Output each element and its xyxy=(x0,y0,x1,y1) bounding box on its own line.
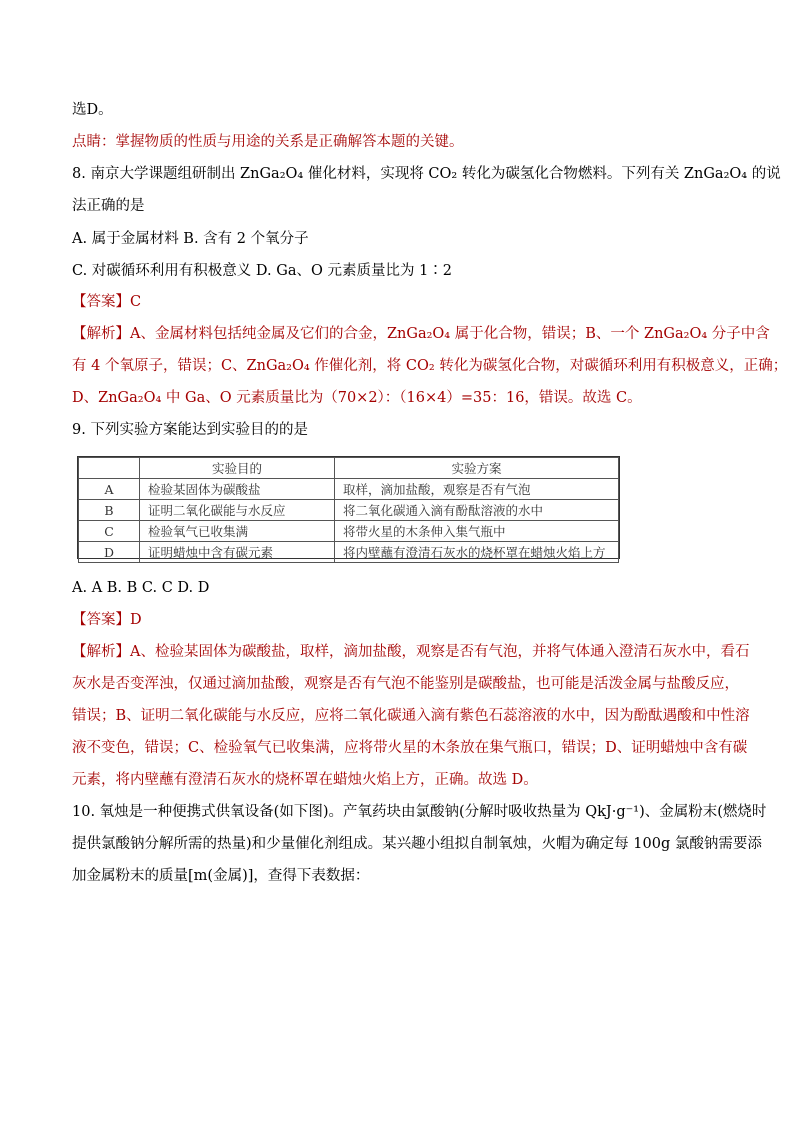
table-header-cell: 实验方案 xyxy=(335,458,619,479)
table-row xyxy=(79,500,619,521)
table-cell: 证明蜡烛中含有碳元素 xyxy=(140,542,335,563)
question-8-stem: 8. 南京大学课题组研制出 ZnGa₂O₄ 催化材料，实现将 CO₂ 转化为碳氢化合物燃料。下列有关 ZnGa₂O₄ 的说 xyxy=(72,166,781,182)
experiment-table xyxy=(77,456,620,559)
explanation-9-line1: 【解析】A、检验某固体为碳酸盐，取样，滴加盐酸，观察是否有气泡，并将气体通入澄清石灰水中，看石 xyxy=(72,644,750,660)
table-cell: 取样，滴加盐酸，观察是否有气泡 xyxy=(335,479,619,500)
explanation-9-line2: 灰水是否变浑浊，仅通过滴加盐酸，观察是否有气泡不能鉴别是碳酸盐，也可能是活泼金属与盐酸反应， xyxy=(72,676,739,692)
answer-9: 【答案】D xyxy=(72,612,142,628)
question-10-stem-line3: 加金属粉末的质量[m(金属)]，查得下表数据： xyxy=(72,868,370,884)
text-line: 选D。 xyxy=(72,102,113,118)
question-10-stem-line1: 10. 氧烛是一种便携式供氧设备(如下图)。产氧药块由氯酸钠(分解时吸收热量为 QkJ·g⁻¹)、金属粉末(燃烧时 xyxy=(72,804,767,820)
question-9-stem: 9. 下列实验方案能达到实验目的的是 xyxy=(72,422,308,438)
answer-8: 【答案】C xyxy=(72,294,142,310)
question-8-stem-cont: 法正确的是 xyxy=(72,198,145,214)
table-header-cell xyxy=(79,458,140,479)
table-header-cell: 实验目的 xyxy=(140,458,335,479)
table-cell: 检验氧气已收集满 xyxy=(140,521,335,542)
explanation-9-line3: 错误；B、证明二氧化碳能与水反应，应将二氧化碳通入滴有紫色石蕊溶液的水中，因为酚酞遇酸和中性溶 xyxy=(72,708,750,724)
explanation-9-line4: 液不变色，错误；C、检验氧气已收集满，应将带火星的木条放在集气瓶口，错误；D、证明蜡烛中含有碳 xyxy=(72,740,748,756)
table-row xyxy=(79,542,619,563)
table-cell: 证明二氧化碳能与水反应 xyxy=(140,500,335,521)
question-8-options-ab: A. 属于金属材料 B. 含有 2 个氧分子 xyxy=(72,231,309,247)
table-cell: A xyxy=(79,479,140,500)
table-row xyxy=(79,479,619,500)
question-9-options: A. A B. B C. C D. D xyxy=(72,580,210,596)
explanation-8-line1: 【解析】A、金属材料包括纯金属及它们的合金，ZnGa₂O₄ 属于化合物，错误；B、一个 ZnGa₂O₄ 分子中含 xyxy=(72,326,770,342)
explanation-9-line5: 元素，将内壁蘸有澄清石灰水的烧杯罩在蜡烛火焰上方，正确。故选 D。 xyxy=(72,772,538,788)
table-cell: 检验某固体为碳酸盐 xyxy=(140,479,335,500)
question-8-options-cd: C. 对碳循环利用有积极意义 D. Ga、O 元素质量比为 1∶2 xyxy=(72,263,453,279)
explanation-8-line3: D、ZnGa₂O₄ 中 Ga、O 元素质量比为（70×2）：（16×4）=35：16，错误。故选 C。 xyxy=(72,390,642,406)
question-10-stem-line2: 提供氯酸钠分解所需的热量)和少量催化剂组成。某兴趣小组拟自制氧烛，火帽为确定每 100g 氯酸钠需要添 xyxy=(72,836,762,852)
table-header-row xyxy=(79,458,619,479)
table-cell: 将二氧化碳通入滴有酚酞溶液的水中 xyxy=(335,500,619,521)
table-cell: 将带火星的木条伸入集气瓶中 xyxy=(335,521,619,542)
table-cell: 将内壁蘸有澄清石灰水的烧杯罩在蜡烛火焰上方 xyxy=(335,542,619,563)
table-row xyxy=(79,521,619,542)
table-cell: B xyxy=(79,500,140,521)
table-cell: C xyxy=(79,521,140,542)
table-cell: D xyxy=(79,542,140,563)
key-point-note: 点睛：掌握物质的性质与用途的关系是正确解答本题的关键。 xyxy=(72,134,464,150)
explanation-8-line2: 有 4 个氧原子，错误；C、ZnGa₂O₄ 作催化剂，将 CO₂ 转化为碳氢化合物，对碳循环利用有积极意义，正确； xyxy=(72,358,788,374)
